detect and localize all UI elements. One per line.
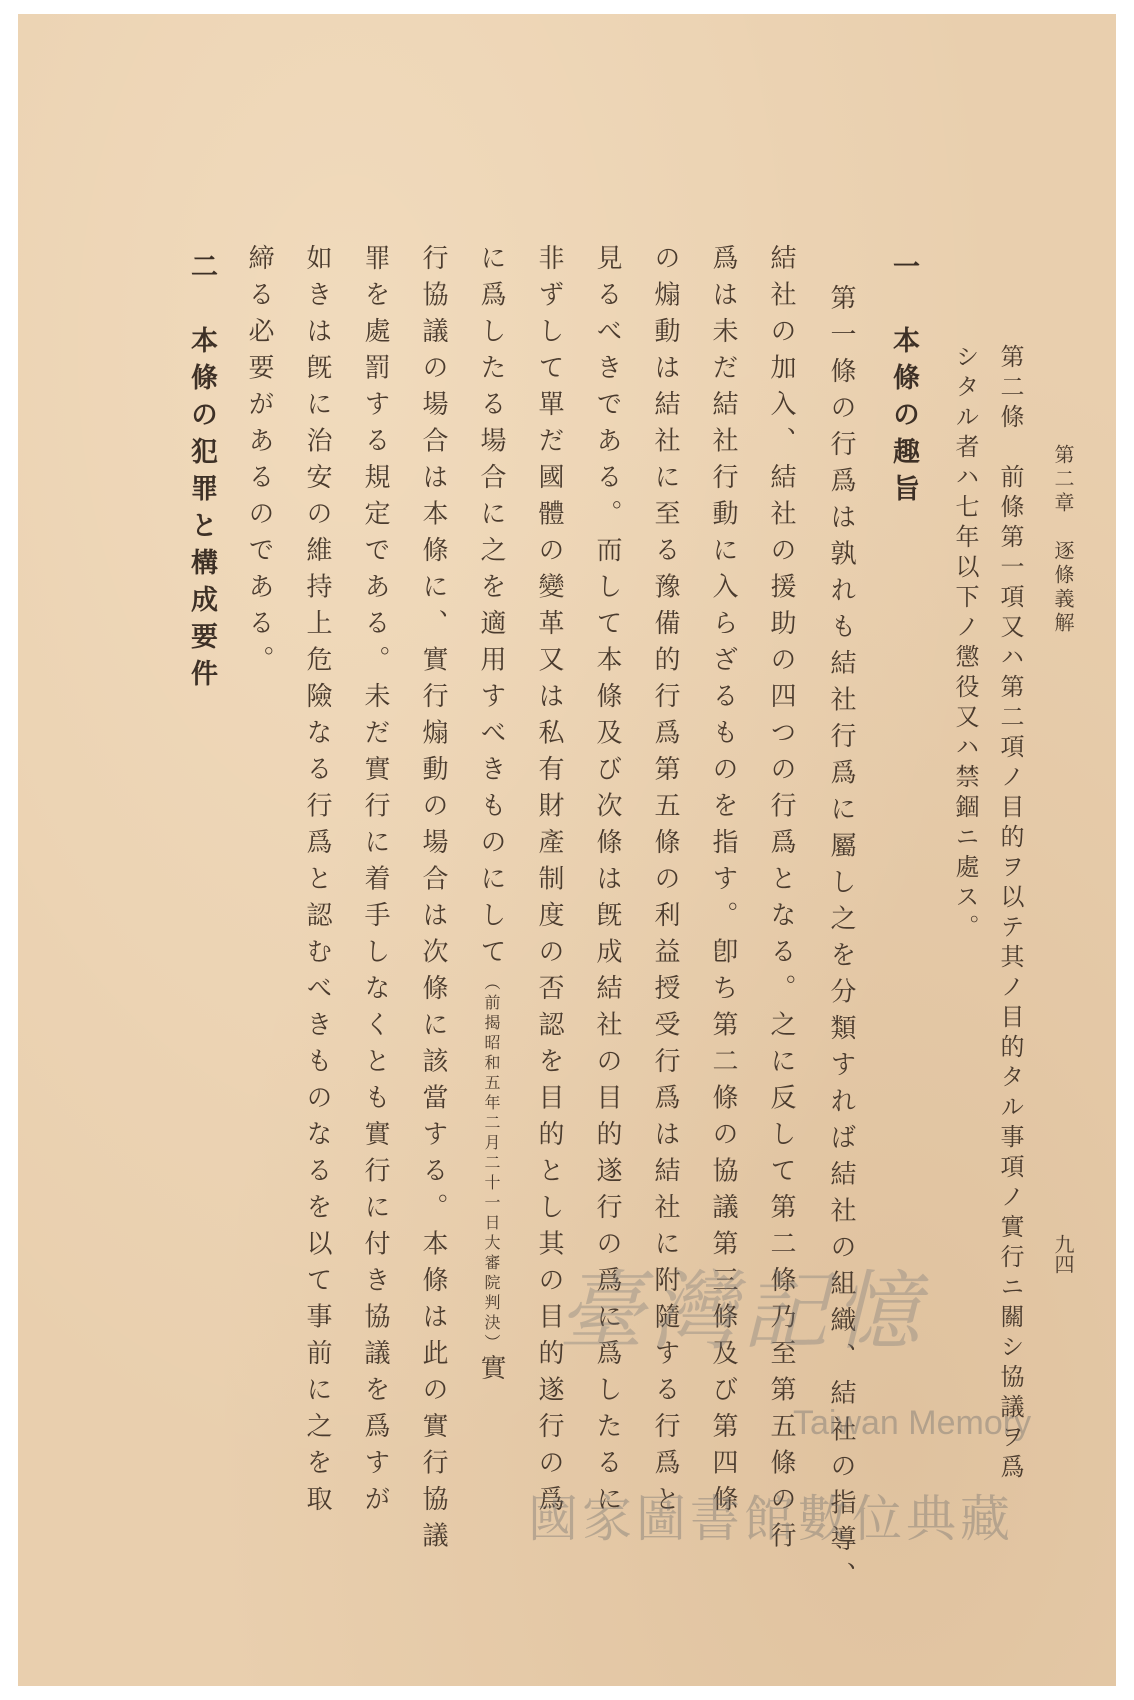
body-line-10: 如きは旣に治安の維持上危險なる行爲と認むべきものなるを以て事前に之を取 [302, 244, 332, 1522]
national-library-watermark: 國家圖書館數位典藏 [528, 1490, 1014, 1548]
body-line-7 [478, 244, 504, 1391]
body-line-9: 罪を處罰する規定である。未だ實行に着手しなくとも實行に付き協議を爲すが [360, 244, 390, 1522]
body-line-5: 見るべきである。而して本條及び次條は旣成結社の目的遂行の爲に爲したるに [592, 244, 622, 1522]
court-citation-note: （前揭昭和五年二月二十一日大審院判決） [482, 974, 501, 1354]
section-heading-1: 一 本條の趣旨 [888, 252, 919, 511]
chapter-header: 第二章 逐條義解 [1051, 444, 1075, 636]
body-line-7-tail: 實 [476, 1354, 506, 1391]
body-line-4: の煽動は結社に至る豫備的行爲第五條の利益授受行爲は結社に附隨する行爲と [650, 244, 680, 1522]
body-line-8: 行協議の場合は本條に、實行煽動の場合は次條に該當する。本條は此の實行協議 [418, 244, 448, 1558]
taiwan-memory-english-watermark: Taiwan Memory [793, 1404, 1032, 1442]
article-text-line-2: シタル者ハ七年以下ノ懲役又ハ禁錮ニ處ス。 [951, 344, 979, 944]
body-line-2: 結社の加入、結社の援助の四つの行爲となる。之に反して第二條乃至第五條の行 [766, 244, 796, 1558]
book-page [18, 14, 1116, 1686]
body-line-11: 締る必要があるのである。 [244, 244, 274, 682]
body-line-6: 非ずして單だ國體の變革又は私有財產制度の否認を目的とし其の目的遂行の爲 [534, 244, 564, 1522]
article-text-line-1: 第二條 前條第一項又ハ第二項ノ目的ヲ以テ其ノ目的タル事項ノ實行ニ關シ協議ヲ爲 [996, 344, 1024, 1484]
body-line-7-text: に爲したる場合に之を適用すべきものにして [476, 244, 506, 974]
page-number: 九四 [1051, 1234, 1075, 1274]
body-line-3: 爲は未だ結社行動に入らざるものを指す。卽ち第二條の協議第三條及び第四條 [708, 244, 738, 1522]
taiwan-memory-logo-watermark: 臺灣記憶 [558, 1262, 926, 1362]
body-line-1: 第一條の行爲は孰れも結社行爲に屬し之を分類すれば結社の組織、結社の指導、 [826, 284, 856, 1598]
section-heading-2: 二 本條の犯罪と構成要件 [186, 252, 217, 696]
